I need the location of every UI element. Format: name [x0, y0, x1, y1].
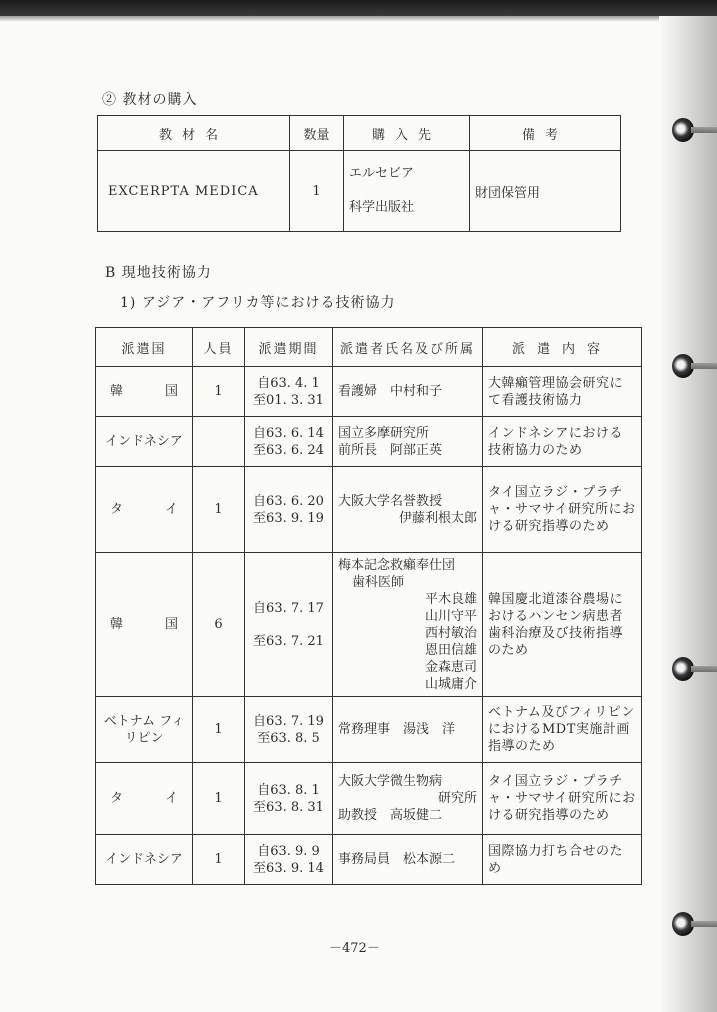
table-row: [96, 367, 642, 417]
dispatchee-cell: [333, 553, 483, 697]
period-from: 自63. 7. 17: [253, 600, 324, 616]
table-row: [96, 417, 642, 467]
dispatchee-line: 看護婦 中村和子: [338, 384, 443, 399]
period-from: 自63. 9. 9: [257, 843, 320, 859]
persons-cell: 6: [193, 553, 245, 697]
dispatch-header-row: [96, 328, 642, 367]
period-cell: [245, 835, 333, 885]
country-cell: ベトナム フィリピン: [96, 697, 193, 763]
page-number: －472－: [329, 941, 380, 956]
persons-cell: [193, 417, 245, 467]
period-cell: [245, 763, 333, 835]
content-cell: 国際協力打ち合せのため: [483, 835, 642, 885]
header-remarks: 備考: [470, 116, 621, 151]
dispatchee-line: 西村敏治: [424, 625, 477, 641]
dispatchee-cell: [333, 835, 483, 885]
table-row: [96, 697, 642, 763]
dispatchee-line: 国立多摩研究所: [338, 425, 430, 441]
table-row: [96, 763, 642, 835]
dispatchee-line: 常務理事 湯浅 洋: [338, 722, 456, 737]
period-to: 至63. 9. 19: [253, 510, 324, 526]
dispatchee-line: 助教授 高坂健二: [338, 808, 443, 823]
supplier-line: エルセビア: [349, 166, 415, 181]
dispatchee-cell: [333, 697, 483, 763]
table-row: [98, 151, 621, 232]
persons-cell: 1: [193, 763, 245, 835]
header-supplier: 購入先: [344, 116, 470, 151]
header-quantity: 数量: [290, 116, 344, 151]
table-row: [96, 835, 642, 885]
materials-table: [97, 115, 621, 232]
dispatchee-line: 事務局員 松本源二: [338, 852, 456, 867]
persons-cell: 1: [193, 467, 245, 553]
dispatchee-cell: [333, 417, 483, 467]
content-cell: タイ国立ラジ・プラチャ・サマサイ研究所における研究指導のため: [483, 763, 642, 835]
dispatchee-cell: [333, 763, 483, 835]
supplier-line: 科学出版社: [349, 200, 415, 215]
content-cell: インドネシアにおける技術協力のため: [483, 417, 642, 467]
header-item: 教材名: [98, 116, 290, 151]
supplier-cell: [344, 151, 470, 232]
content-cell: ベトナム及びフィリピンにおけるMDT実施計画指導のため: [483, 697, 642, 763]
dispatchee-line: 梅本記念救癩奉仕団: [338, 557, 456, 573]
dispatchee-line: 山川守平: [424, 608, 477, 624]
header-content: 派遣内容: [483, 328, 642, 367]
period-cell: [245, 697, 333, 763]
header-dispatchee: 派遣者氏名及び所属: [333, 328, 483, 367]
dispatchee-line: 伊藤利根太郎: [398, 510, 477, 526]
dispatch-table: [95, 327, 642, 885]
period-to: 至63. 8. 5: [257, 730, 320, 746]
period-to: 至63. 9. 14: [253, 860, 324, 876]
section-b-title: B 現地技術協力: [105, 265, 212, 281]
period-to: 至63. 7. 21: [253, 633, 324, 649]
header-period: 派遣期間: [245, 328, 333, 367]
persons-cell: 1: [193, 367, 245, 417]
period-cell: [245, 417, 333, 467]
table-row: [96, 467, 642, 553]
dispatchee-line: 山城庸介: [424, 676, 477, 692]
country-cell: インドネシア: [96, 835, 193, 885]
dispatchee-line: 平木良雄: [424, 591, 477, 607]
country-cell: タイ: [96, 467, 193, 553]
country-cell: タイ: [96, 763, 193, 835]
header-country: 派遣国: [96, 328, 193, 367]
dispatchee-line: 前所長 阿部正英: [338, 442, 443, 458]
period-to: 至01. 3. 31: [253, 392, 324, 408]
country-cell: 韓国: [96, 367, 193, 417]
period-cell: [245, 553, 333, 697]
dispatchee-line: 大阪大学名誉教授: [338, 493, 443, 509]
item-cell: EXCERPTA MEDICA: [98, 151, 290, 232]
materials-header-row: [98, 116, 621, 151]
period-to: 至63. 8. 31: [253, 799, 324, 815]
section-2-title: ② 教材の購入: [102, 92, 198, 108]
dispatchee-line: 研究所: [437, 791, 477, 806]
dispatchee-line: 恩田信雄: [424, 642, 477, 658]
header-persons: 人員: [193, 328, 245, 367]
content-cell: タイ国立ラジ・プラチャ・サマサイ研究所における研究指導のため: [483, 467, 642, 553]
period-from: 自63. 6. 20: [253, 493, 324, 509]
period-cell: [245, 367, 333, 417]
table-row: [96, 553, 642, 697]
country-cell: 韓国: [96, 553, 193, 697]
quantity-cell: 1: [290, 151, 344, 232]
content-cell: 韓国慶北道漆谷農場におけるハンセン病患者歯科治療及び技術指導のため: [483, 553, 642, 697]
period-from: 自63. 7. 19: [253, 713, 324, 729]
content-cell: 大韓癩管理協会研究にて看護技術協力: [483, 367, 642, 417]
dispatchee-cell: [333, 367, 483, 417]
dispatchee-line: 大阪大学微生物病: [338, 774, 443, 789]
period-cell: [245, 467, 333, 553]
dispatchee-cell: [333, 467, 483, 553]
period-from: 自63. 6. 14: [253, 425, 324, 441]
period-from: 自63. 4. 1: [257, 375, 320, 391]
country-cell: インドネシア: [96, 417, 193, 467]
remarks-cell: 財団保管用: [470, 151, 621, 232]
dispatchee-line: 金森恵司: [424, 659, 477, 675]
period-to: 至63. 6. 24: [253, 442, 324, 458]
section-b-subtitle: 1) アジア・アフリカ等における技術協力: [120, 295, 396, 311]
persons-cell: 1: [193, 697, 245, 763]
persons-cell: 1: [193, 835, 245, 885]
dispatchee-line: 歯科医師: [352, 574, 405, 590]
period-from: 自63. 8. 1: [257, 782, 320, 798]
